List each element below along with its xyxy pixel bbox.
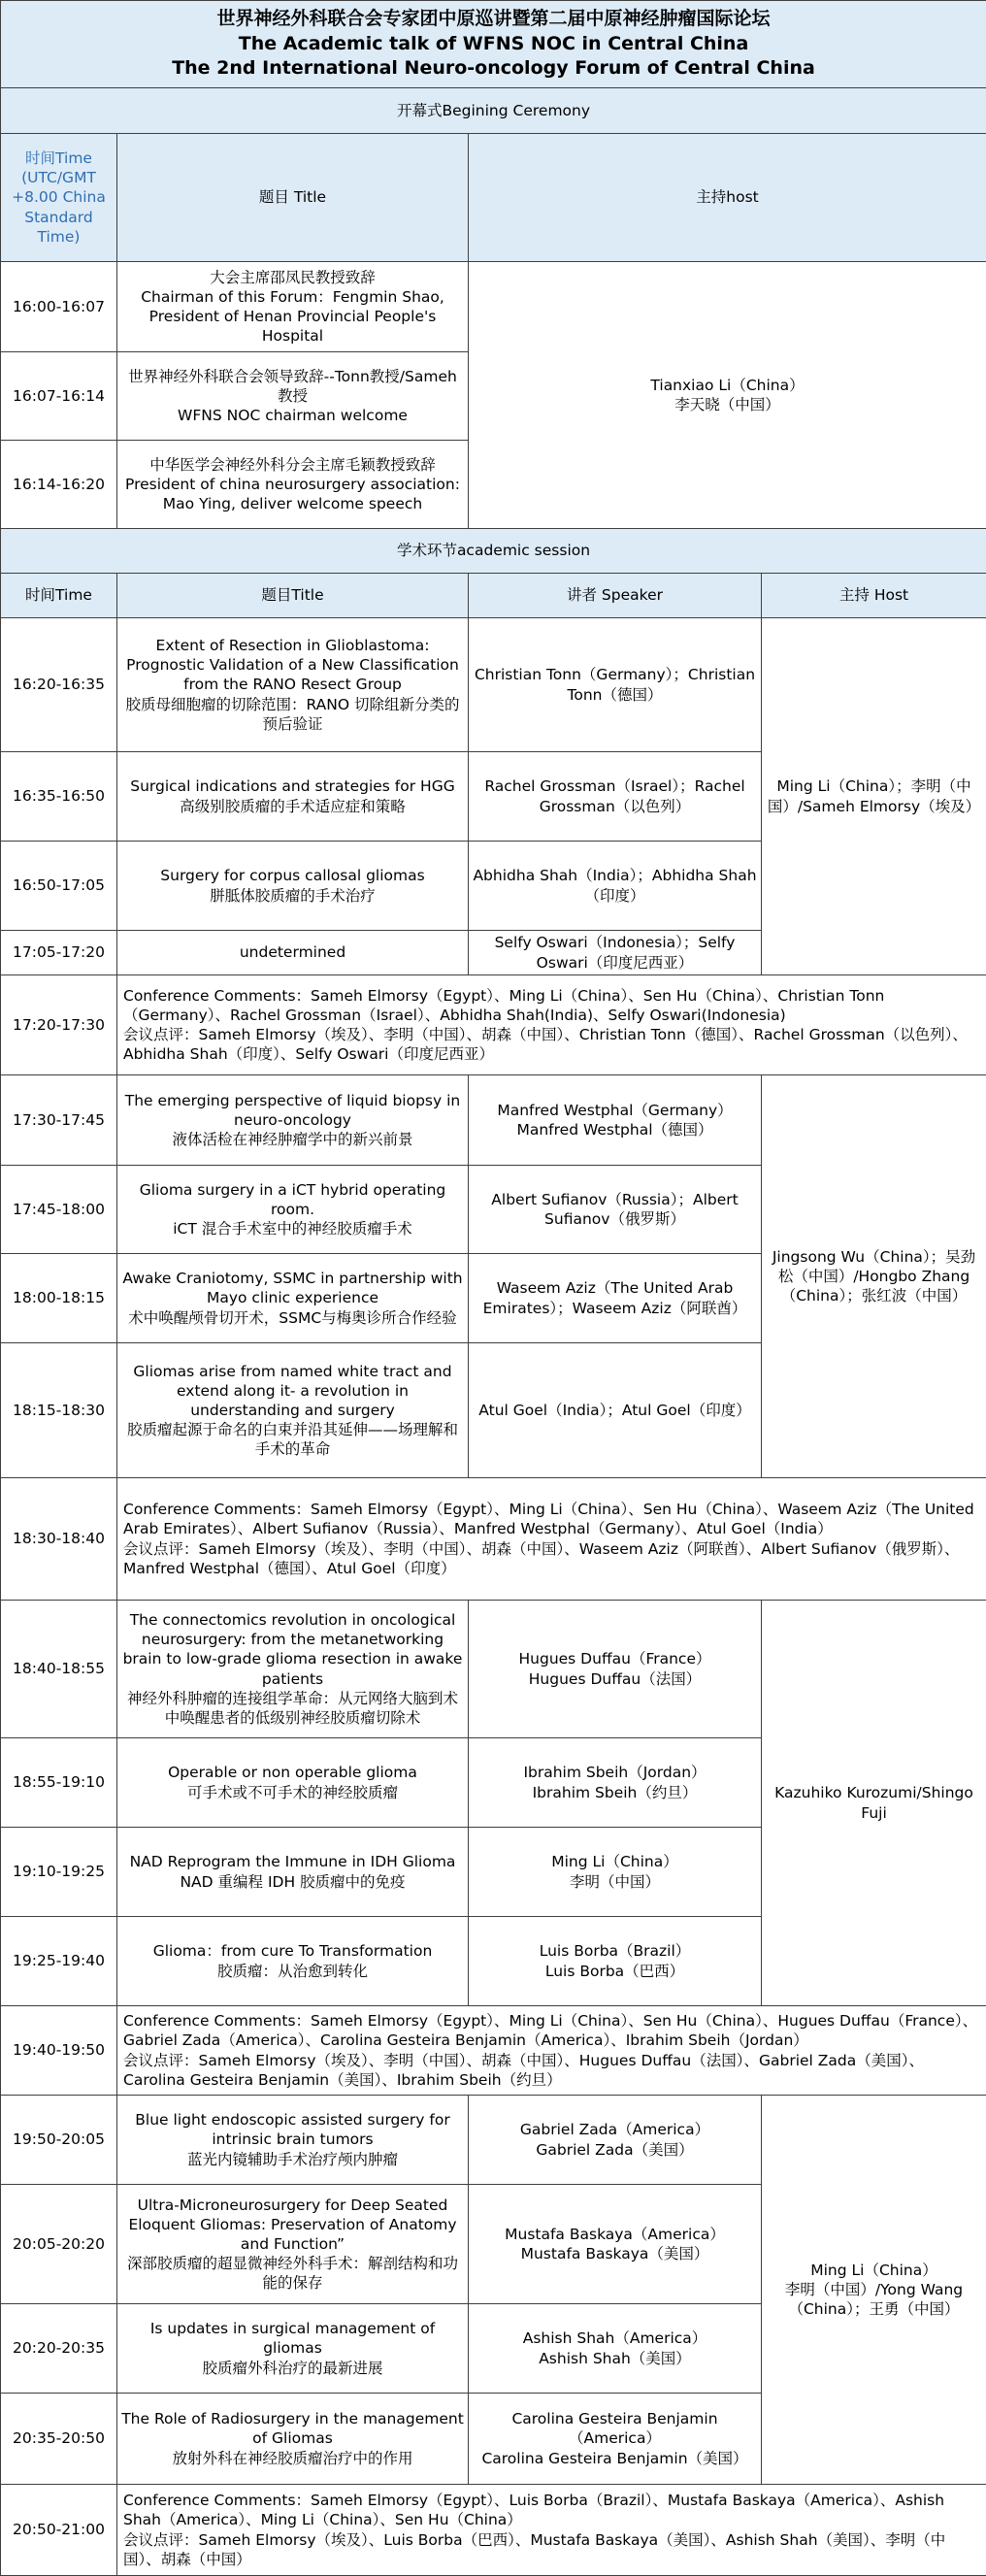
- cell-text: Manfred Westphal（Germany）: [473, 1101, 757, 1120]
- host-cell: [762, 618, 986, 975]
- speaker-cell: [469, 1075, 762, 1166]
- cell-text: Glioma surgery in a iCT hybrid operating room.: [121, 1180, 464, 1219]
- time-cell: 18:00-18:15: [1, 1254, 117, 1343]
- time-cell: 20:20-20:35: [1, 2304, 117, 2394]
- academic-time-header: 时间Time: [1, 574, 117, 618]
- title-cell: [117, 1601, 469, 1738]
- cell-text: Surgery for corpus callosal gliomas: [121, 866, 464, 885]
- speaker-cell: [469, 1343, 762, 1478]
- cell-text: Carolina Gesteira Benjamin（美国）: [473, 2449, 757, 2468]
- time-cell: 19:25-19:40: [1, 1917, 117, 2006]
- table-row: [1, 1075, 986, 1166]
- conference-comments-cell: [117, 2006, 986, 2096]
- title-cell: [117, 1917, 469, 2006]
- cell-text: The connectomics revolution in oncological neurosurgery: from the metanetworking brain to low-grade glioma resection in awake patients: [121, 1610, 464, 1689]
- opening-host-cell: [469, 262, 986, 529]
- cell-text: Is updates in surgical management of gliomas: [121, 2319, 464, 2358]
- cell-text: Mustafa Baskaya（美国）: [473, 2244, 757, 2263]
- cell-text: Ibrahim Sbeih（Jordan）: [473, 1763, 757, 1782]
- cell-text: Ming Li（China）；李明（中国）/Sameh Elmorsy（埃及）: [766, 776, 982, 815]
- title-cell: [117, 1738, 469, 1828]
- cell-text: 液体活检在神经肿瘤学中的新兴前景: [121, 1130, 464, 1149]
- cell-text: Chairman of this Forum：Fengmin Shao, President of Henan Provincial People's Hospital: [121, 287, 464, 346]
- cell-text: Standard: [5, 208, 113, 227]
- cell-text: Luis Borba（Brazil）: [473, 1941, 757, 1961]
- speaker-cell: [469, 2304, 762, 2394]
- cell-text: Operable or non operable glioma: [121, 1763, 464, 1782]
- cell-text: 高级别胶质瘤的手术适应症和策略: [121, 797, 464, 816]
- comment-time-cell: 20:50-21:00: [1, 2485, 117, 2576]
- cell-text: Hugues Duffau（法国）: [473, 1669, 757, 1689]
- cell-text: President of china neurosurgery association: Mao Ying, deliver welcome speech: [121, 475, 464, 513]
- speaker-cell: [469, 842, 762, 931]
- title-cell: [117, 2304, 469, 2394]
- cell-text: 放射外科在神经胶质瘤治疗中的作用: [121, 2449, 464, 2468]
- speaker-cell: [469, 2096, 762, 2185]
- table-row: [1, 88, 986, 134]
- cell-text: NAD Reprogram the Immune in IDH Glioma: [121, 1852, 464, 1871]
- cell-text: Abhidha Shah（India）；Abhidha Shah（印度）: [473, 866, 757, 905]
- time-cell: 18:55-19:10: [1, 1738, 117, 1828]
- cell-text: (UTC/GMT: [5, 168, 113, 187]
- academic-title-header: 题目Title: [117, 574, 469, 618]
- cell-text: Waseem Aziz（The United Arab Emirates）；Waseem Aziz（阿联酋）: [473, 1278, 757, 1317]
- time-cell: 18:15-18:30: [1, 1343, 117, 1478]
- cell-text: Ming Li（China）: [766, 2261, 982, 2280]
- cell-text: NAD 重编程 IDH 胶质瘤中的免疫: [121, 1872, 464, 1892]
- header-title-en: The Academic talk of WFNS NOC in Central China: [5, 32, 982, 57]
- speaker-cell: [469, 1828, 762, 1917]
- cell-text: Atul Goel（India）；Atul Goel（印度）: [473, 1401, 757, 1420]
- cell-text: 神经外科肿瘤的连接组学革命：从元网络大脑到术中唤醒患者的低级别神经胶质瘤切除术: [121, 1689, 464, 1728]
- speaker-cell: [469, 752, 762, 842]
- title-cell: [117, 1075, 469, 1166]
- table-row: [1, 2096, 986, 2185]
- title-cell: [117, 1343, 469, 1478]
- cell-text: The Role of Radiosurgery in the management of Gliomas: [121, 2409, 464, 2448]
- comment-time-cell: 18:30-18:40: [1, 1478, 117, 1601]
- title-cell: [117, 1166, 469, 1254]
- table-row: [1, 1601, 986, 1738]
- cell-text: Ibrahim Sbeih（约旦）: [473, 1783, 757, 1802]
- cell-text: Blue light endoscopic assisted surgery for intrinsic brain tumors: [121, 2110, 464, 2149]
- speaker-cell: [469, 1254, 762, 1343]
- time-cell: 19:50-20:05: [1, 2096, 117, 2185]
- speaker-cell: [469, 1601, 762, 1738]
- title-cell: [117, 2096, 469, 2185]
- cell-text: Ashish Shah（America）: [473, 2328, 757, 2348]
- title-cell: [117, 1828, 469, 1917]
- table-row: [1, 1478, 986, 1601]
- conference-comments-cell: [117, 2485, 986, 2576]
- title-cell: [117, 618, 469, 752]
- speaker-cell: [469, 1738, 762, 1828]
- academic-speaker-header: 讲者 Speaker: [469, 574, 762, 618]
- cell-text: Hugues Duffau（France）: [473, 1649, 757, 1668]
- time-cell: 16:07-16:14: [1, 352, 117, 441]
- time-cell: 16:50-17:05: [1, 842, 117, 931]
- cell-text: Extent of Resection in Glioblastoma: Prognostic Validation of a New Classification from the RANO Resect Group: [121, 636, 464, 694]
- title-cell: [117, 352, 469, 441]
- cell-text: 大会主席邵凤民教授致辞: [121, 268, 464, 287]
- time-cell: 20:35-20:50: [1, 2394, 117, 2485]
- cell-text: The emerging perspective of liquid biopsy in neuro-oncology: [121, 1091, 464, 1130]
- cell-text: 中华医学会神经外科分会主席毛颖教授致辞: [121, 455, 464, 475]
- cell-text: Gabriel Zada（America）: [473, 2120, 757, 2139]
- opening-host-header: 主持host: [469, 134, 986, 262]
- host-cell: [762, 1075, 986, 1478]
- cell-text: 李明（中国）: [473, 1872, 757, 1892]
- table-row: [1, 262, 986, 352]
- cell-text: Kazuhiko Kurozumi/Shingo Fuji: [766, 1783, 982, 1822]
- cell-text: WFNS NOC chairman welcome: [121, 406, 464, 425]
- title-cell: [117, 2185, 469, 2304]
- conference-comments-cell: [117, 975, 986, 1075]
- table-row: [1, 2485, 986, 2576]
- cell-text: Glioma：from cure To Transformation: [121, 1941, 464, 1961]
- cell-text: 胶质瘤起源于命名的白束并沿其延伸——场理解和手术的革命: [121, 1420, 464, 1459]
- cell-text: 李明（中国）/Yong Wang（China）；王勇（中国）: [766, 2280, 982, 2319]
- opening-title-header: 题目 Title: [117, 134, 469, 262]
- opening-time-header: [1, 134, 117, 262]
- comment-time-cell: 19:40-19:50: [1, 2006, 117, 2096]
- cell-text: Ashish Shah（美国）: [473, 2349, 757, 2368]
- title-cell: [117, 1254, 469, 1343]
- schedule-body: [1, 1, 986, 2576]
- time-cell: 19:10-19:25: [1, 1828, 117, 1917]
- title-cell: [117, 441, 469, 529]
- cell-text: 时间Time: [5, 149, 113, 168]
- cell-text: Gabriel Zada（美国）: [473, 2140, 757, 2160]
- cell-text: 胶质母细胞瘤的切除范围：RANO 切除组新分类的预后验证: [121, 695, 464, 734]
- cell-text: 胶质瘤：从治愈到转化: [121, 1962, 464, 1981]
- time-cell: 16:14-16:20: [1, 441, 117, 529]
- cell-text: 蓝光内镜辅助手术治疗颅内肿瘤: [121, 2150, 464, 2169]
- cell-text: Christian Tonn（Germany）；Christian Tonn（德国）: [473, 665, 757, 704]
- forum-header: [1, 1, 986, 88]
- academic-section-title: 学术环节academic session: [1, 529, 986, 574]
- time-cell: 17:05-17:20: [1, 931, 117, 975]
- cell-text: 可手术或不可手术的神经胶质瘤: [121, 1783, 464, 1802]
- header-subtitle-en: The 2nd International Neuro-oncology Forum of Central China: [5, 56, 982, 82]
- title-cell: [117, 262, 469, 352]
- time-cell: 16:20-16:35: [1, 618, 117, 752]
- host-cell: [762, 2096, 986, 2485]
- cell-text: Tianxiao Li（China）: [473, 376, 982, 395]
- academic-host-header: 主持 Host: [762, 574, 986, 618]
- cell-text: Luis Borba（巴西）: [473, 1962, 757, 1981]
- cell-text: Conference Comments：Sameh Elmorsy（Egypt）、Ming Li（China）、Sen Hu（China）、Waseem Aziz（The United Arab Emirates）、Albert Sufianov（Russia）、Manfred Westphal（Germany）、Atul Goel（India）: [123, 1500, 980, 1538]
- cell-text: iCT 混合手术室中的神经胶质瘤手术: [121, 1219, 464, 1238]
- table-row: [1, 529, 986, 574]
- title-cell: [117, 842, 469, 931]
- speaker-cell: [469, 2394, 762, 2485]
- cell-text: Rachel Grossman（Israel）；Rachel Grossman（以色列）: [473, 776, 757, 815]
- cell-text: 胼胝体胶质瘤的手术治疗: [121, 886, 464, 906]
- cell-text: 胶质瘤外科治疗的最新进展: [121, 2359, 464, 2378]
- cell-text: Conference Comments：Sameh Elmorsy（Egypt）、Ming Li（China）、Sen Hu（China）、Hugues Duffau（France）、Gabriel Zada（America）、Carolina Gesteira Benjamin（America）、Ibrahim Sbeih（Jordan）: [123, 2011, 980, 2050]
- cell-text: Ming Li（China）: [473, 1852, 757, 1871]
- title-cell: [117, 931, 469, 975]
- cell-text: Ultra-Microneurosurgery for Deep Seated Eloquent Gliomas: Preservation of Anatomy and Function”: [121, 2196, 464, 2254]
- cell-text: +8.00 China: [5, 187, 113, 207]
- cell-text: Time): [5, 227, 113, 247]
- opening-section-title: 开幕式Begining Ceremony: [1, 88, 986, 134]
- title-cell: [117, 752, 469, 842]
- conference-comments-cell: [117, 1478, 986, 1601]
- cell-text: Selfy Oswari（Indonesia）；Selfy Oswari（印度尼西亚）: [473, 933, 757, 972]
- time-cell: 18:40-18:55: [1, 1601, 117, 1738]
- time-cell: 16:35-16:50: [1, 752, 117, 842]
- header-title-cn: 世界神经外科联合会专家团中原巡讲暨第二届中原神经肿瘤国际论坛: [5, 7, 982, 32]
- cell-text: Awake Craniotomy, SSMC in partnership with Mayo clinic experience: [121, 1269, 464, 1307]
- cell-text: Mustafa Baskaya（America）: [473, 2225, 757, 2244]
- table-row: [1, 618, 986, 752]
- cell-text: Gliomas arise from named white tract and extend along it- a revolution in understanding and surgery: [121, 1362, 464, 1420]
- cell-text: Manfred Westphal（德国）: [473, 1120, 757, 1139]
- speaker-cell: [469, 1166, 762, 1254]
- title-cell: [117, 2394, 469, 2485]
- cell-text: 会议点评：Sameh Elmorsy（埃及）、李明（中国）、胡森（中国）、Hugues Duffau（法国）、Gabriel Zada（美国）、Carolina Gesteira Benjamin（美国）、Ibrahim Sbeih（约旦）: [123, 2051, 980, 2090]
- cell-text: Conference Comments：Sameh Elmorsy（Egypt）、Ming Li（China）、Sen Hu（China）、Christian Tonn（Germany）、Rachel Grossman（Israel）、Abhidha Shah(India)、Selfy Oswari(Indonesia): [123, 986, 980, 1025]
- cell-text: Conference Comments：Sameh Elmorsy（Egypt）、Luis Borba（Brazil）、Mustafa Baskaya（America）、Ashish Shah（America）、Ming Li（China）、Sen Hu（China）: [123, 2491, 980, 2529]
- time-cell: 17:30-17:45: [1, 1075, 117, 1166]
- table-row: [1, 134, 986, 262]
- cell-text: 会议点评：Sameh Elmorsy（埃及）、李明（中国）、胡森（中国）、Christian Tonn（德国）、Rachel Grossman（以色列）、Abhidha Shah（印度）、Selfy Oswari（印度尼西亚）: [123, 1025, 980, 1064]
- cell-text: undetermined: [121, 942, 464, 962]
- table-row: [1, 2006, 986, 2096]
- cell-text: 深部胶质瘤的超显微神经外科手术：解剖结构和功能的保存: [121, 2254, 464, 2293]
- time-cell: 16:00-16:07: [1, 262, 117, 352]
- cell-text: Albert Sufianov（Russia）；Albert Sufianov（俄罗斯）: [473, 1190, 757, 1229]
- comment-time-cell: 17:20-17:30: [1, 975, 117, 1075]
- speaker-cell: [469, 931, 762, 975]
- cell-text: 会议点评：Sameh Elmorsy（埃及）、Luis Borba（巴西）、Mustafa Baskaya（美国）、Ashish Shah（美国）、李明（中国）、胡森（中国）: [123, 2530, 980, 2569]
- cell-text: 李天晓（中国）: [473, 395, 982, 414]
- cell-text: 世界神经外科联合会领导致辞--Tonn教授/Sameh教授: [121, 367, 464, 406]
- time-cell: 20:05-20:20: [1, 2185, 117, 2304]
- speaker-cell: [469, 1917, 762, 2006]
- cell-text: 术中唤醒颅骨切开术，SSMC与梅奥诊所合作经验: [121, 1308, 464, 1328]
- table-row: [1, 975, 986, 1075]
- speaker-cell: [469, 2185, 762, 2304]
- speaker-cell: [469, 618, 762, 752]
- time-cell: 17:45-18:00: [1, 1166, 117, 1254]
- host-cell: [762, 1601, 986, 2006]
- cell-text: 会议点评：Sameh Elmorsy（埃及）、李明（中国）、胡森（中国）、Waseem Aziz（阿联酋）、Albert Sufianov（俄罗斯）、Manfred Westphal（德国）、Atul Goel（印度）: [123, 1539, 980, 1578]
- cell-text: Jingsong Wu（China）；吴劲松（中国）/Hongbo Zhang（China）；张红波（中国）: [766, 1247, 982, 1305]
- cell-text: Surgical indications and strategies for HGG: [121, 776, 464, 796]
- cell-text: Carolina Gesteira Benjamin（America）: [473, 2409, 757, 2448]
- table-row: [1, 574, 986, 618]
